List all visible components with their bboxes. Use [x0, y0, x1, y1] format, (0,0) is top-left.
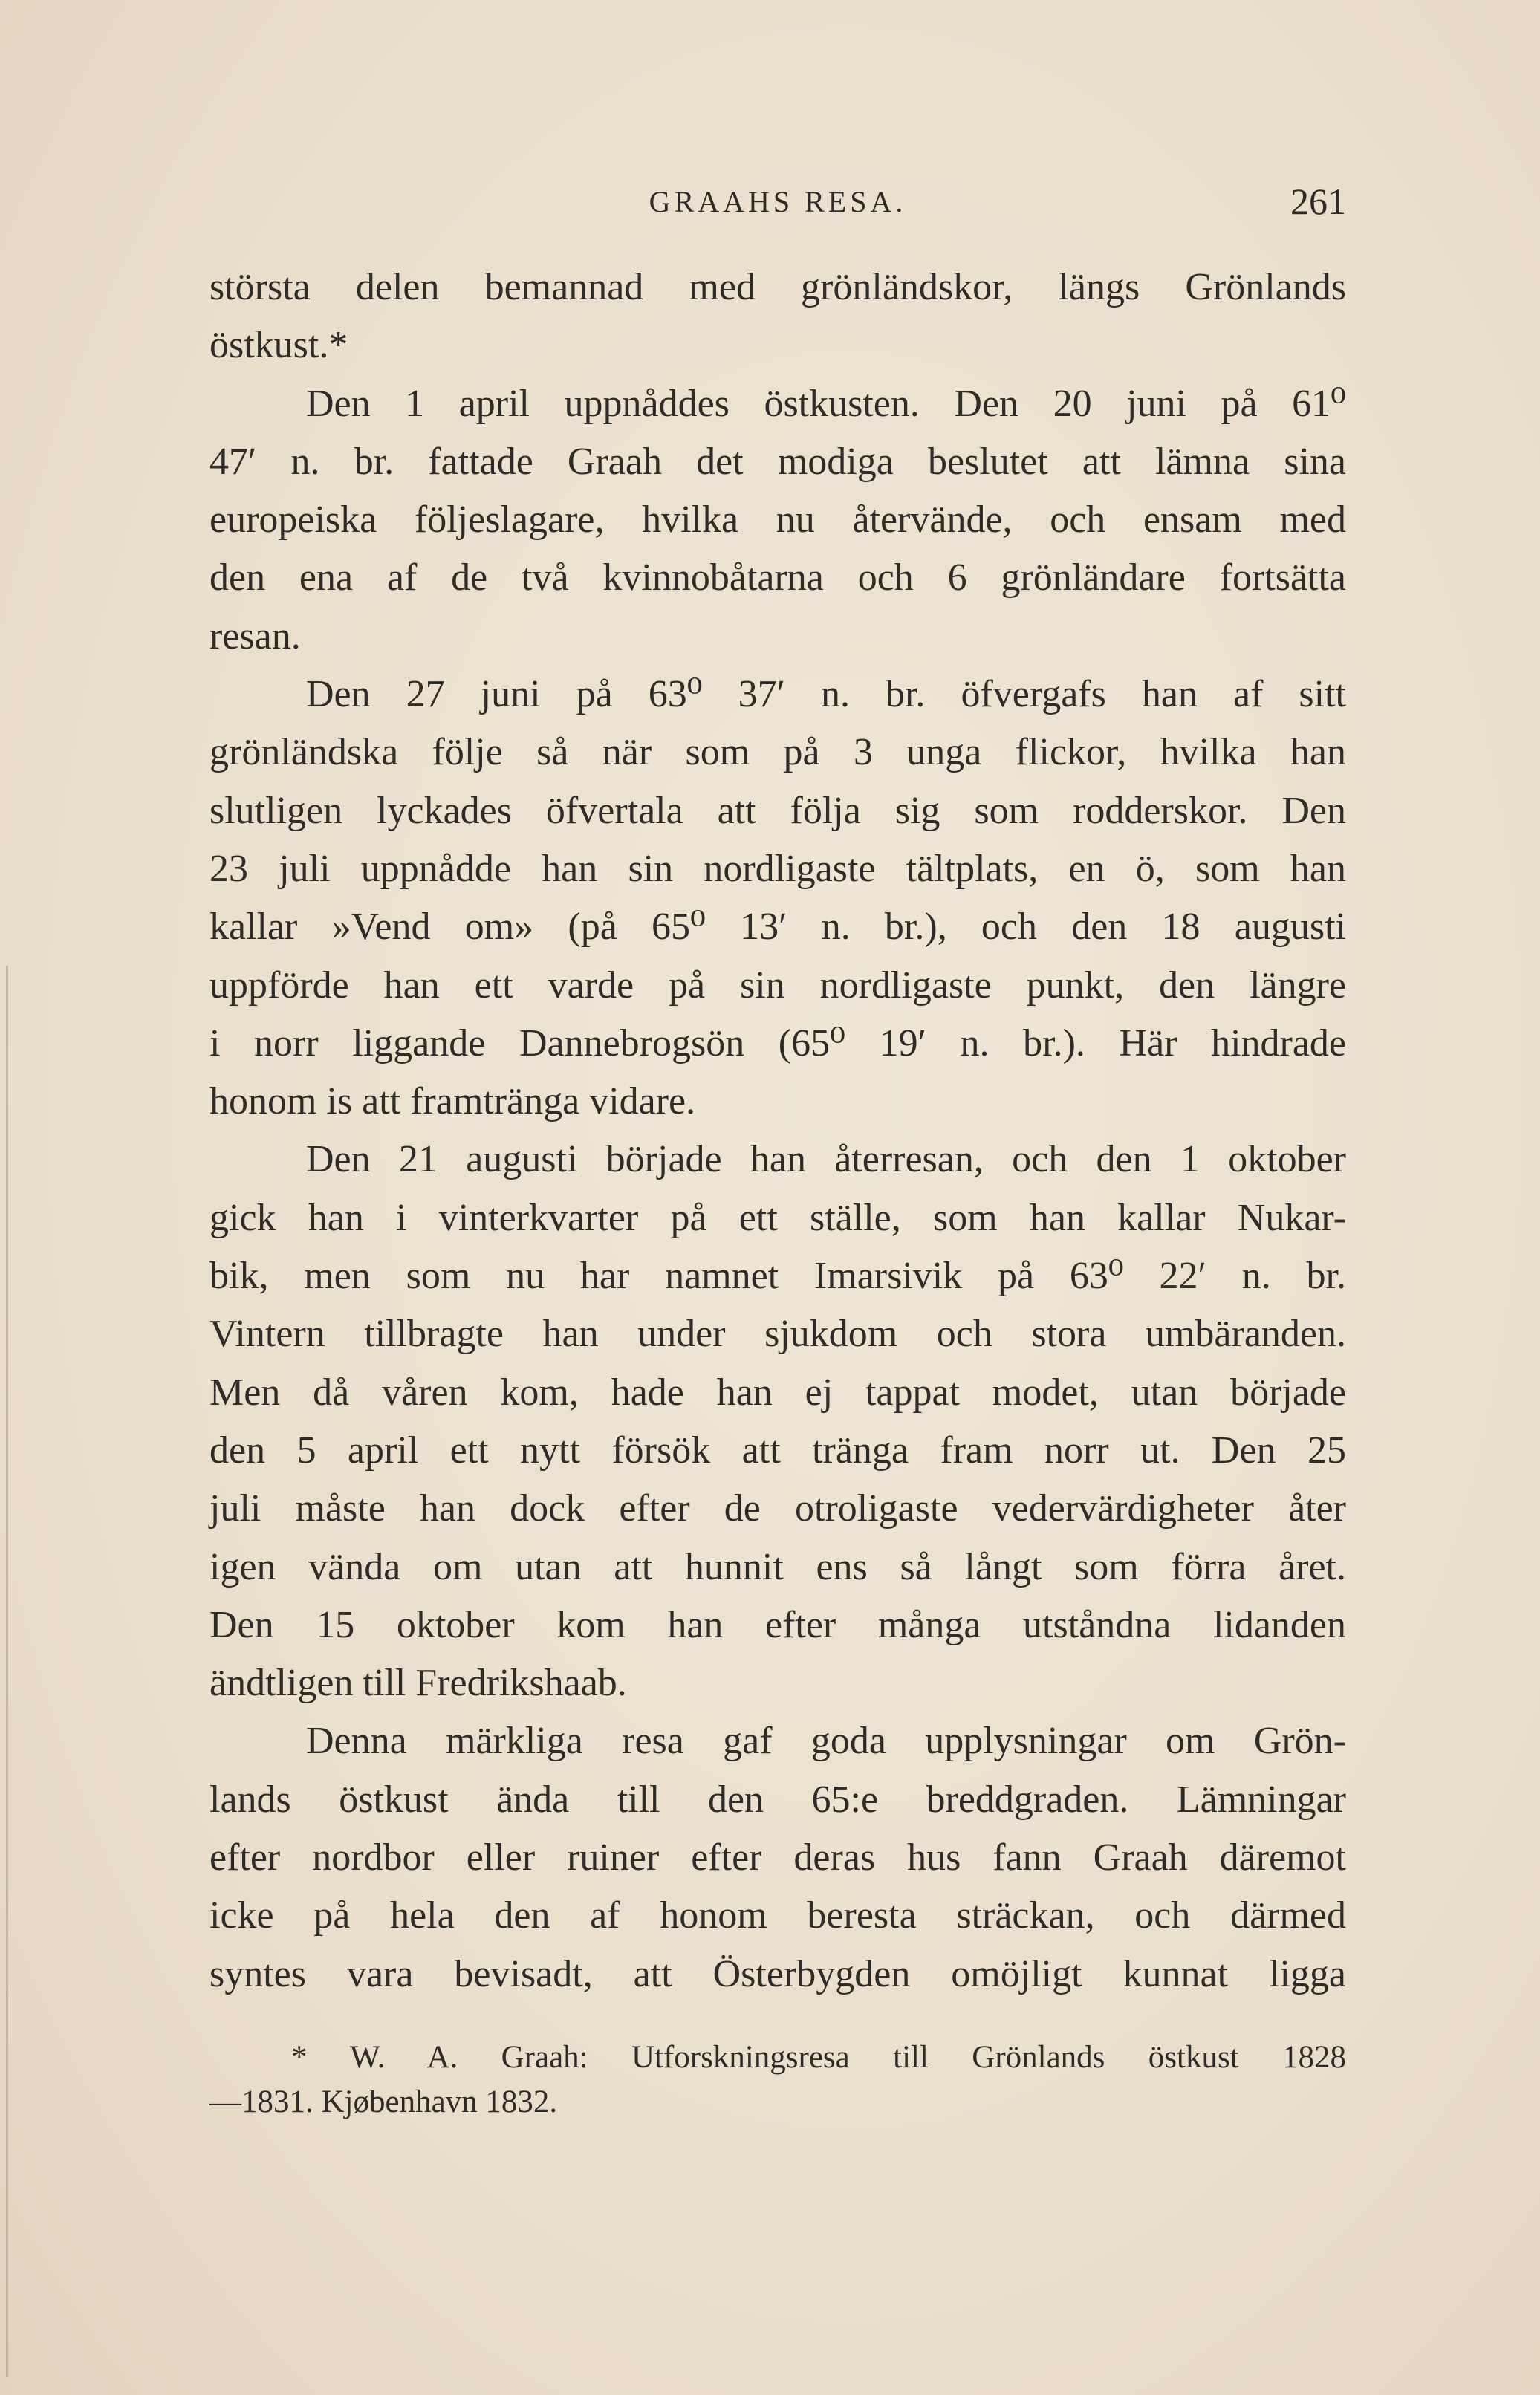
- text-line: Vintern tillbragte han under sjukdom och stora umbäranden.: [209, 1313, 1346, 1356]
- footnote-line: —1831. Kjøbenhavn 1832.: [209, 2084, 558, 2119]
- text-line: gick han i vinterkvarter på ett ställe, som han kallar Nukar-: [209, 1196, 1346, 1239]
- text-line: 47′ n. br. fattade Graah det modiga beslutet att lämna sina: [209, 440, 1346, 483]
- text-line: Den 21 augusti började han återresan, och den 1 oktober: [306, 1138, 1346, 1181]
- text-line: i norr liggande Dannebrogsön (65⁰ 19′ n. br.). Här hindrade: [209, 1021, 1346, 1065]
- text-line: Men då våren kom, hade han ej tappat modet, utan började: [209, 1371, 1346, 1414]
- text-line: Den 1 april uppnåddes östkusten. Den 20 juni på 61⁰: [306, 382, 1346, 425]
- text-line: slutligen lyckades öfvertala att följa sig som rodderskor. Den: [209, 789, 1346, 832]
- text-line: juli måste han dock efter de otroligaste vedervärdigheter åter: [209, 1487, 1346, 1530]
- text-line: uppförde han ett varde på sin nordligaste punkt, den längre: [209, 963, 1346, 1007]
- footnote: [209, 2035, 1346, 2125]
- text-line: den 5 april ett nytt försök att tränga fram norr ut. Den 25: [209, 1429, 1346, 1472]
- text-line: igen vända om utan att hunnit ens så långt som förra året.: [209, 1545, 1346, 1588]
- text-line: resan.: [209, 614, 301, 657]
- text-line: största delen bemannad med grönländskor, längs Grönlands: [209, 266, 1346, 308]
- text-line: grönländska följe så när som på 3 unga flickor, hvilka han: [209, 731, 1346, 774]
- text-line: ändtligen till Fredrikshaab.: [209, 1662, 627, 1705]
- page-edge-shadow: [6, 966, 8, 2377]
- running-title: GRAAHS RESA.: [649, 185, 907, 218]
- text-line: lands östkust ända till den 65:e breddgraden. Lämningar: [209, 1778, 1346, 1821]
- body-text: [209, 259, 1346, 2004]
- text-line: kallar »Vend om» (på 65⁰ 13′ n. br.), och den 18 augusti: [209, 906, 1346, 949]
- text-line: Den 27 juni på 63⁰ 37′ n. br. öfvergafs han af sitt: [306, 673, 1346, 716]
- text-line: 23 juli uppnådde han sin nordligaste tältplats, en ö, som han: [209, 847, 1346, 890]
- text-line: östkust.*: [209, 324, 348, 367]
- text-line: bik, men som nu har namnet Imarsivik på 63⁰ 22′ n. br.: [209, 1255, 1346, 1298]
- text-line: Den 15 oktober kom han efter många utståndna lidanden: [209, 1603, 1346, 1646]
- text-line: europeiska följeslagare, hvilka nu återvände, och ensam med: [209, 498, 1346, 542]
- page-number: 261: [1290, 181, 1346, 222]
- text-line: honom is att framtränga vidare.: [209, 1080, 696, 1123]
- text-line: syntes vara bevisadt, att Österbygden omöjligt kunnat ligga: [209, 1952, 1346, 1995]
- text-line: Denna märkliga resa gaf goda upplysningar om Grön-: [306, 1720, 1346, 1763]
- text-line: efter nordbor eller ruiner efter deras hus fann Graah däremot: [209, 1836, 1346, 1879]
- footnote-line: * W. A. Graah: Utforskningsresa till Grönlands östkust 1828: [291, 2040, 1346, 2075]
- page-header: [209, 177, 1346, 236]
- text-line: icke på hela den af honom beresta sträckan, och därmed: [209, 1894, 1346, 1937]
- text-line: den ena af de två kvinnobåtarna och 6 grönländare fortsätta: [209, 556, 1346, 599]
